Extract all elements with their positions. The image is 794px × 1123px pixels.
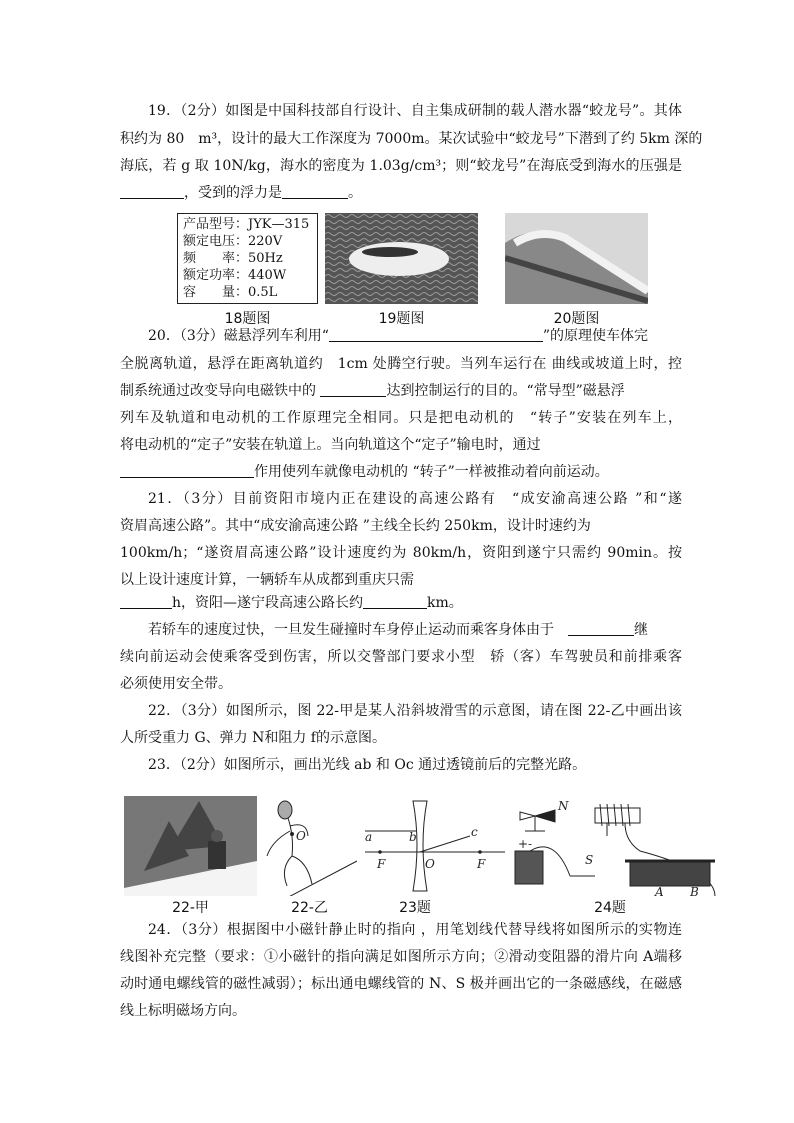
q21-line: 21．（3分）目前资阳市境内正在建设的高速公路有 “成安渝高速公路 ”和“遂	[148, 491, 682, 507]
label-s: S	[585, 853, 594, 867]
answer-blank[interactable]	[120, 463, 254, 478]
q20-text: 20．（3分）磁悬浮列车利用“	[148, 328, 329, 344]
q23-line: 23．（2分）如图所示，画出光线 ab 和 Oc 通过透镜前后的完整光路。	[148, 757, 587, 773]
q24-line: 线图补充完整（要求：①小磁针的指向满足如图所示方向；②滑动变阻器的滑片向 A端移	[120, 949, 682, 965]
point-o-label: O	[296, 829, 306, 843]
q24-line: 动时通电螺线管的磁性减弱）；标出通电螺线管的 N、S 极并画出它的一条磁感线，在磁感	[120, 976, 682, 992]
label-minus: -	[528, 837, 533, 851]
spec-row: 频 率：50Hz	[183, 251, 283, 266]
spec-row: 产品型号：JYK—315	[183, 217, 310, 232]
answer-blank[interactable]	[120, 184, 184, 199]
answer-blank[interactable]	[363, 594, 427, 609]
label-n: N	[558, 799, 569, 813]
fig19-submersible-image	[325, 213, 478, 304]
fig22a-skier-image	[124, 796, 257, 896]
label-f-right: F	[477, 857, 486, 871]
answer-blank[interactable]	[568, 621, 634, 636]
q21-text: 若轿车的速度过快，一旦发生碰撞时车身停止运动而乘客身体由于	[148, 622, 568, 638]
spec-row: 容 量：0.5L	[183, 285, 278, 300]
q24-line: 24．（3分）根据图中小磁针静止时的指向 ，用笔划线代替导线将如图所示的实物连	[148, 922, 682, 938]
fig23-lens-diagram	[365, 796, 505, 896]
fig20-maglev-image	[505, 213, 648, 304]
fig22b-caption: 22-乙	[291, 900, 328, 916]
label-b: B	[690, 885, 699, 896]
q21-line: 资眉高速公路”。其中“成安渝高速公路 ”主线全长约 250km，设计时速约为	[120, 518, 591, 534]
fig22a-caption: 22-甲	[172, 900, 209, 916]
q20-text: 达到控制运行的目的。“常导型”磁悬浮	[386, 383, 625, 399]
label-o: O	[425, 857, 435, 871]
fig19-caption: 19题图	[378, 311, 425, 327]
q20-line: 将电动机的“定子”安装在轨道上。当向轨道这个“定子”输电时，通过	[120, 437, 541, 453]
q19-line: 19．（2分）如图是中国科技部自行设计、自主集成研制的载人潜水器“蛟龙号”。其体	[148, 103, 682, 119]
q21-text: 继	[634, 622, 648, 638]
label-c: c	[471, 825, 478, 839]
q20-text: 作用使列车就像电动机的 “转子”一样被推动着向前运动。	[254, 464, 609, 480]
label-b: b	[409, 830, 417, 844]
q19-text: ，受到的浮力是	[184, 185, 282, 201]
fig18-spec-table	[177, 213, 318, 304]
answer-blank[interactable]	[329, 327, 543, 342]
fig24-circuit-diagram	[510, 796, 720, 896]
label-a: a	[365, 830, 373, 844]
q24-line: 线上标明磁场方向。	[120, 1003, 246, 1019]
spec-row: 额定电压：220V	[183, 234, 283, 249]
spec-row: 额定功率：440W	[183, 268, 287, 283]
fig24-caption: 24题	[594, 900, 626, 916]
q20-line	[120, 381, 682, 401]
label-a: A	[655, 885, 664, 896]
fig18-caption: 18题图	[224, 311, 271, 327]
q21-line: 续向前运动会使乘客受到伤害，所以交警部门要求小型 轿（客）车驾驶员和前排乘客	[120, 649, 682, 665]
q20-text: ”的原理使车体完	[542, 328, 649, 344]
q19-line	[120, 183, 682, 203]
q20-line	[120, 462, 682, 482]
fig22b-stick-figure-diagram	[262, 796, 357, 896]
q19-text: 。	[348, 185, 362, 201]
q20-line: 列车及轨道和电动机的工作原理完全相同。只是把电动机的 “转子”安装在列车上，	[120, 410, 682, 426]
q21-text: h，资阳—遂宁段高速公路长约	[172, 595, 364, 611]
q21-line	[120, 593, 682, 613]
label-plus: +	[518, 837, 529, 851]
label-f-left: F	[377, 857, 386, 871]
fig23-caption: 23题	[399, 900, 431, 916]
answer-blank[interactable]	[320, 382, 386, 397]
q21-text: km。	[427, 595, 463, 611]
answer-blank[interactable]	[282, 184, 348, 199]
q21-line: 以上设计速度计算，一辆轿车从成都到重庆只需	[120, 572, 414, 588]
fig20-caption: 20题图	[553, 311, 600, 327]
q20-line	[148, 326, 682, 346]
q21-line: 100km/h；“遂资眉高速公路”设计速度约为 80km/h，资阳到遂宁只需约 90min。按	[120, 545, 682, 561]
q20-line: 全脱离轨道，悬浮在距离轨道约 1cm 处腾空行驶。当列车运行在 曲线或坡道上时，控	[120, 356, 682, 372]
q21-line: 必须使用安全带。	[120, 676, 232, 692]
q19-line: 海底，若 g 取 10N/kg，海水的密度为 1.03g/cm³；则“蛟龙号”在海底受到海水的压强是	[120, 158, 682, 174]
q22-line: 人所受重力 G、弹力 N和阻力 f的示意图。	[120, 730, 386, 746]
q22-line: 22．（3分）如图所示，图 22-甲是某人沿斜坡滑雪的示意图，请在图 22-乙中画出该	[148, 703, 682, 719]
q21-line	[148, 620, 682, 640]
answer-blank[interactable]	[120, 594, 172, 609]
q19-line: 积约为 80 m³，设计的最大工作深度为 7000m。某次试验中“蛟龙号”下潜到了约 5km 深的	[120, 131, 703, 147]
q20-text: 制系统通过改变导向电磁铁中的	[120, 383, 321, 399]
